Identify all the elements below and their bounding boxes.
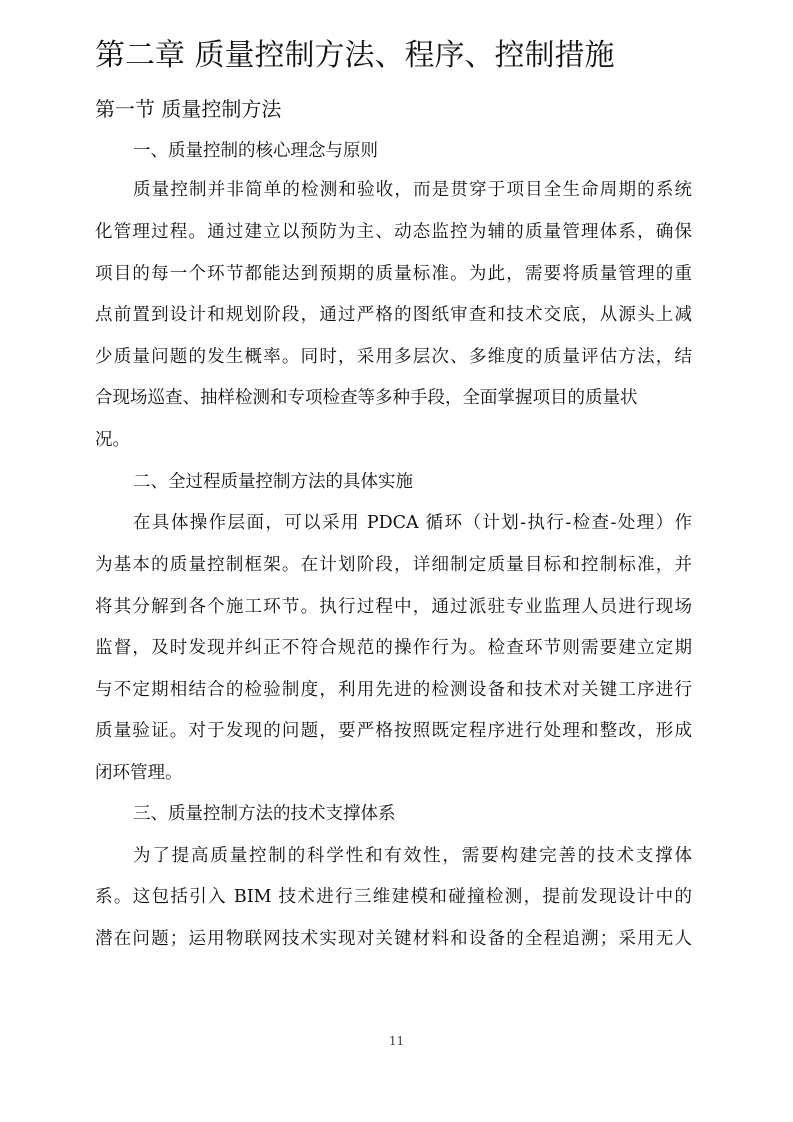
- paragraph-line: 在具体操作层面，可以采用 PDCA 循环（计划-执行-检查-处理）作: [133, 513, 692, 533]
- paragraph-line: 项目的每一个环节都能达到预期的质量标准。为此，需要将质量管理的重: [95, 264, 692, 284]
- paragraph-line: 点前置到设计和规划阶段，通过严格的图纸审查和技术交底，从源头上减: [95, 305, 692, 325]
- paragraph-line: 潜在问题；运用物联网技术实现对关键材料和设备的全程追溯；采用无人: [95, 929, 692, 949]
- paragraph-line: 化管理过程。通过建立以预防为主、动态监控为辅的质量管理体系，确保: [95, 222, 692, 242]
- paragraph-line: 况。: [95, 430, 130, 450]
- paragraph-line: 将其分解到各个施工环节。执行过程中，通过派驻专业监理人员进行现场: [95, 597, 692, 617]
- paragraph-line: 为基本的质量控制框架。在计划阶段，详细制定质量目标和控制标准，并: [95, 555, 692, 575]
- chapter-title: 第二章 质量控制方法、程序、控制措施: [95, 38, 615, 73]
- subsection-heading-2: 二、全过程质量控制方法的具体实施: [133, 472, 413, 492]
- subsection-heading-1: 一、质量控制的核心理念与原则: [133, 141, 378, 161]
- paragraph-line: 质量控制并非简单的检测和验收，而是贯穿于项目全生命周期的系统: [133, 180, 692, 200]
- paragraph-line: 少质量问题的发生概率。同时，采用多层次、多维度的质量评估方法，结: [95, 347, 692, 367]
- page-number: 11: [388, 1034, 405, 1048]
- paragraph-line: 闭环管理。: [95, 763, 183, 783]
- subsection-heading-3: 三、质量控制方法的技术支撑体系: [133, 804, 396, 824]
- paragraph-line: 监督，及时发现并纠正不符合规范的操作行为。检查环节则需要建立定期: [95, 638, 692, 658]
- paragraph-line: 合现场巡查、抽样检测和专项检查等多种手段，全面掌握项目的质量状: [95, 388, 638, 408]
- paragraph-line: 与不定期相结合的检验制度，利用先进的检测设备和技术对关键工序进行: [95, 680, 692, 700]
- section-title: 第一节 质量控制方法: [95, 97, 282, 121]
- paragraph-line: 为了提高质量控制的科学性和有效性，需要构建完善的技术支撑体: [133, 846, 692, 866]
- paragraph-line: 系。这包括引入 BIM 技术进行三维建模和碰撞检测，提前发现设计中的: [95, 887, 692, 907]
- paragraph-line: 质量验证。对于发现的问题，要严格按照既定程序进行处理和整改，形成: [95, 721, 692, 741]
